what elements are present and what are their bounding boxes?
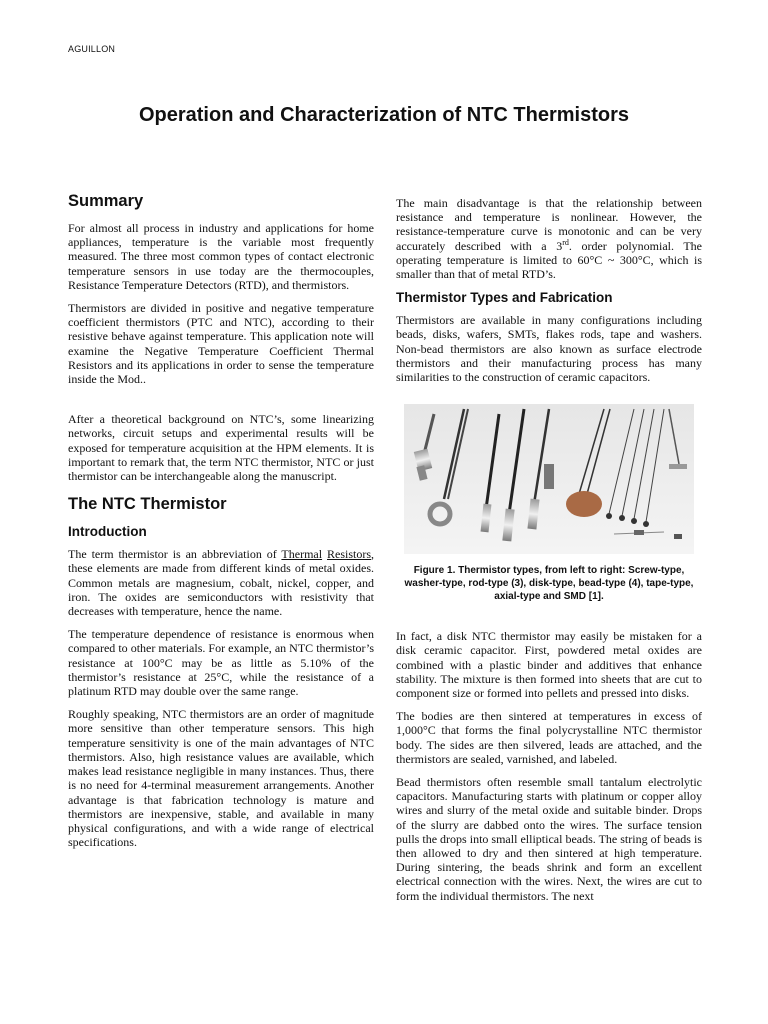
summary-paragraph-1: For almost all process in industry and applications for home appliances, temperature is the variable most frequently measured. The three most common types of contact electronic temperature sensors in use today are the thermocouples, Resistance Temperature Detectors (RTD), and thermistors. bbox=[68, 221, 374, 292]
right-p1-superscript: rd bbox=[562, 237, 569, 247]
paper-title: Operation and Characterization of NTC Thermistors bbox=[138, 104, 630, 126]
figure-caption: Figure 1. Thermistor types, from left to right: Screw-type, washer-type, rod-type (3), disk-type, bead-type (4), tape-type, axial-type and SMD [1]. bbox=[404, 565, 694, 603]
intro-p1-thermal: Thermal bbox=[281, 547, 323, 562]
intro-paragraph-2: The temperature dependence of resistance is enormous when compared to other materials. For example, an NTC thermistor’s resistance at 100°C may be as little as 5.10% of the thermistor’s resistance at 25°C, while the resistance of a platinum RTD may double over the same range. bbox=[68, 627, 374, 699]
introduction-heading: Introduction bbox=[68, 524, 147, 540]
right-paragraph-4: Bead thermistors often resemble small tantalum electrolytic capacitors. Manufacturing starts with platinum or copper alloy wires and slurry of the metal oxide and suitable binder. Drops of the slurry are dabbed onto the wires. The surface tension pulls the drops into small elliptical beads. The string of beads is then allowed to dry and then sintered at high temperature. During sintering, the beads shrink and form an excellent electrical connection with the wires. Next, the wires are cut to form the individual thermistors. The next bbox=[396, 775, 702, 903]
right-p1-text-a: The main disadvantage is that the relationship between resistance and temperature is nonlinear. However, the resistance-temperature curve is monotonic and can be very accurately described with a 3 bbox=[396, 196, 702, 253]
intro-paragraph-3: Roughly speaking, NTC thermistors are an order of magnitude more sensitive than other temperature sensors. This high temperature sensitivity is one of the main advantages of NTC thermistors. Also, high resistance values are available, which makes lead resistance negligible in many instances. Thus, there is no need for 4-terminal measurement arrangements. Another advantage is that fabrication technology is mature and thermistors are inexpensive, stable, and available in many physical configurations, and with a wide range of electrical specifications. bbox=[68, 707, 374, 850]
intro-p1-text-b: , these elements are made from different kinds of metal oxides. Common metals are magnesium, cobalt, nickel, copper, and iron. The oxides are semiconductors with resistivity that decreases with temperature, hence the name. bbox=[68, 547, 375, 619]
summary-paragraph-3: After a theoretical background on NTC’s, some linearizing networks, circuit setups and experimental results will be exposed for temperature acquisition at the HPM elements. It is important to remark that, the term NTC thermistor, NTC or just thermistor can be interchangeable along the manuscript. bbox=[68, 412, 374, 484]
figure-thermistor-types bbox=[404, 404, 694, 554]
right-paragraph-1 bbox=[396, 196, 702, 281]
intro-p1-text-a: The term thermistor is an abbreviation of bbox=[68, 547, 282, 562]
right-p1-text-b: . order polynomial. The operating temperature is limited to 60°C ~ 300°C, which is smaller than that of metal RTD’s. bbox=[396, 238, 702, 282]
summary-heading: Summary bbox=[68, 192, 144, 210]
types-paragraph-1: Thermistors are available in many configurations including beads, disks, wafers, SMTs, flakes rods, tape and washers. Non-bead thermistors are also known as surface electrode thermistors and their manufacturing process has many similarities to the construction of ceramic capacitors. bbox=[396, 313, 702, 385]
summary-paragraph-2: Thermistors are divided in positive and negative temperature coefficient thermistors (PTC and NTC), according to their resistive behave against temperature. This application note will examine the Negative Temperature Coefficient Thermal Resistors and its applications in order to sense the temperature inside the Mod.. bbox=[68, 301, 374, 387]
right-paragraph-2: In fact, a disk NTC thermistor may easily be mistaken for a disk ceramic capacitor. First, powdered metal oxides are combined with a plastic binder and additives that enhance stability. The mixture is then formed into sheets that are cut to component size or formed into pellets and pressed into disks. bbox=[396, 629, 702, 701]
intro-p1-resistors: Resistors bbox=[327, 547, 372, 562]
left-column bbox=[68, 192, 374, 858]
running-head: AGUILLON bbox=[68, 44, 116, 54]
ntc-heading: The NTC Thermistor bbox=[68, 495, 227, 514]
types-heading: Thermistor Types and Fabrication bbox=[396, 290, 613, 306]
right-column bbox=[396, 196, 702, 912]
right-paragraph-3: The bodies are then sintered at temperatures in excess of 1,000°C that forms the final polycrystalline NTC thermistor body. The sides are then silvered, leads are attached, and the thermistors are sealed, varnished, and labeled. bbox=[396, 709, 702, 766]
intro-paragraph-1 bbox=[68, 547, 374, 618]
thermistor-photo-illustration bbox=[404, 404, 694, 554]
